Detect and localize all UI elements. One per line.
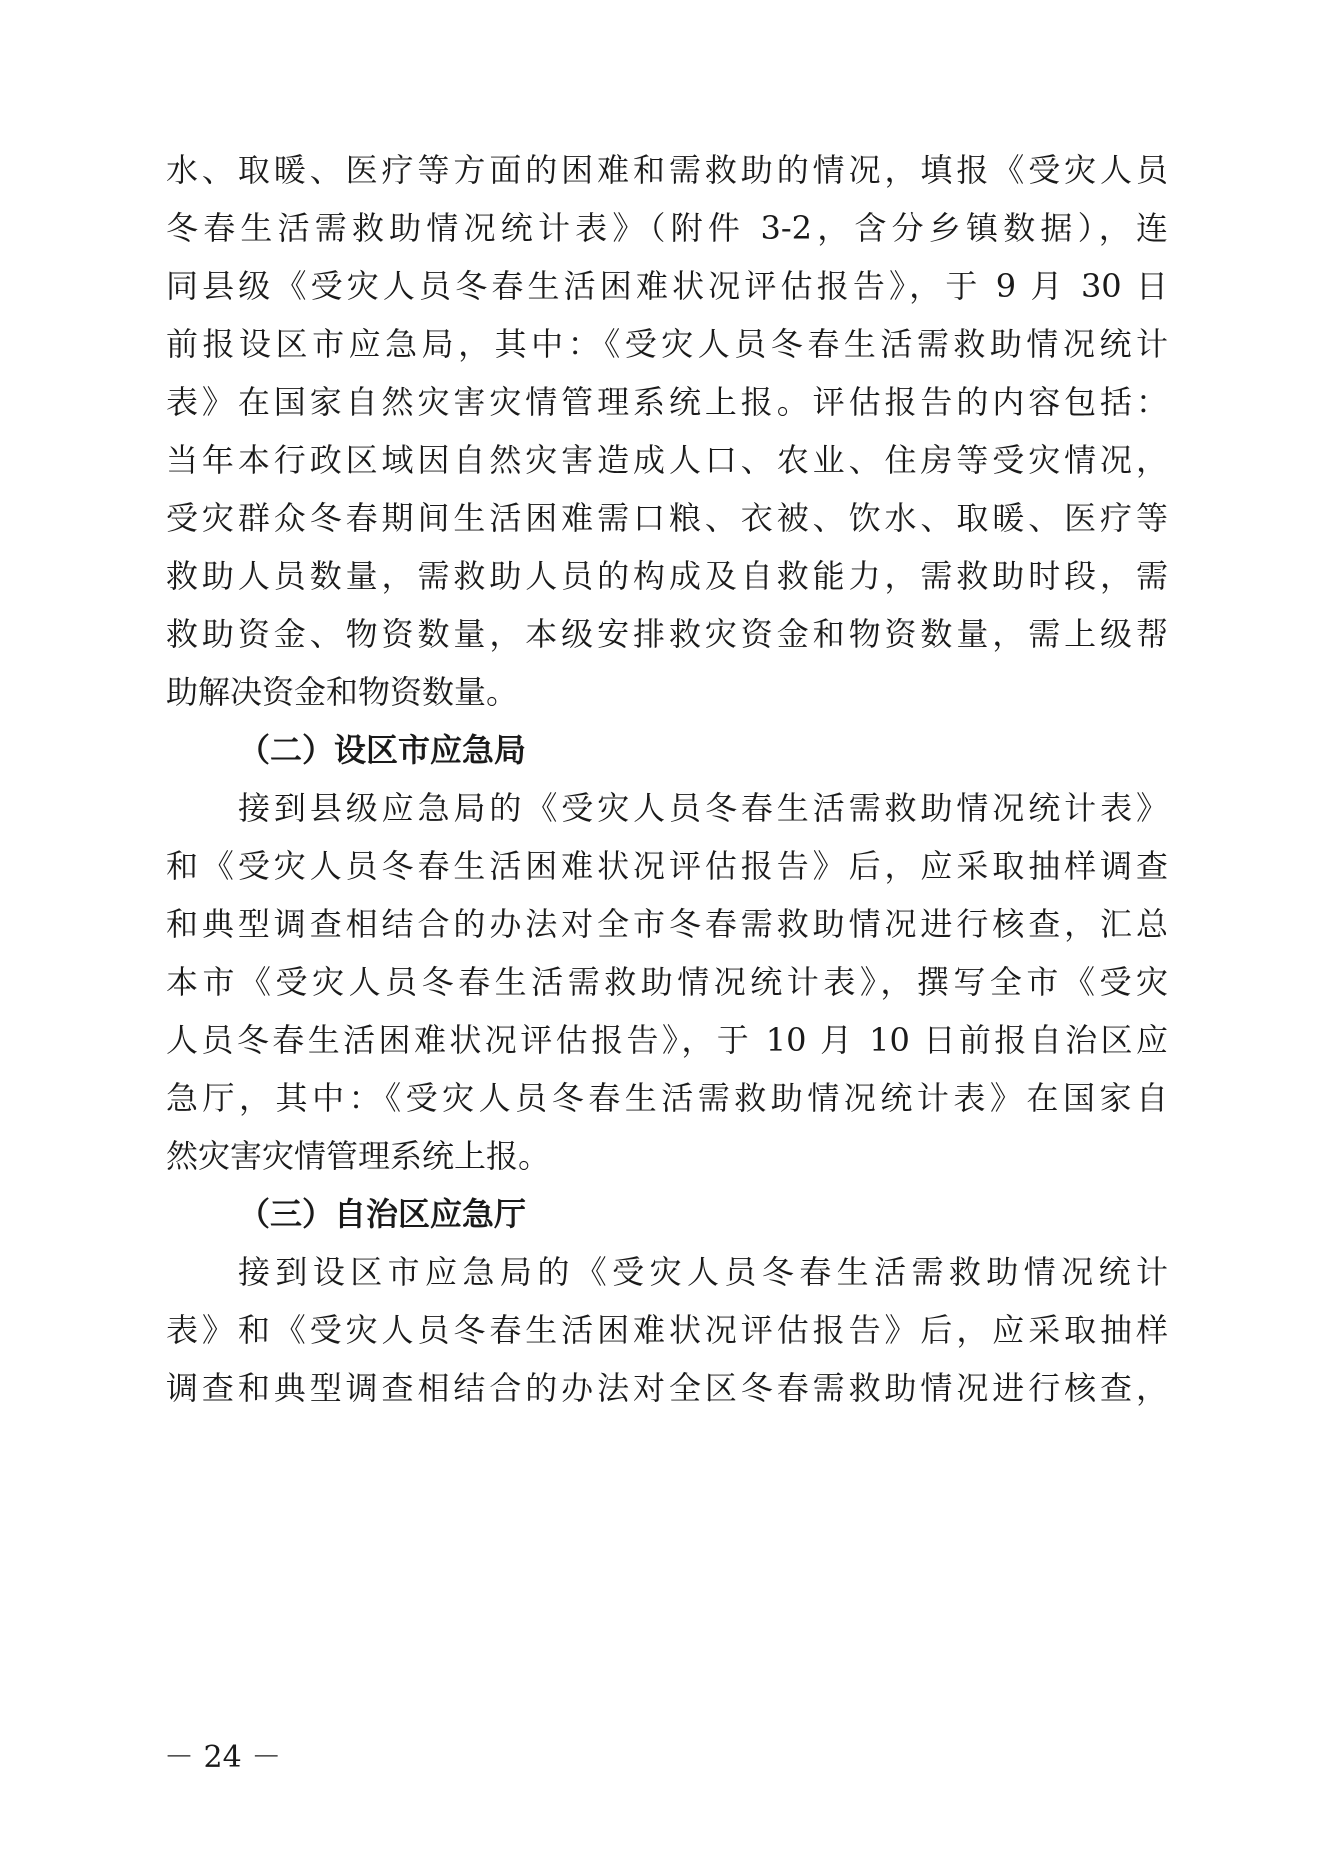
text-line: 同县级《受灾人员冬春生活困难状况评估报告》，于 9 月 30 日 bbox=[166, 267, 1168, 305]
text-line: 救助资金、物资数量，本级安排救灾资金和物资数量，需上级帮 bbox=[166, 615, 1168, 653]
text-line: 人员冬春生活困难状况评估报告》，于 10 月 10 日前报自治区应 bbox=[166, 1021, 1168, 1059]
text-line: 受灾群众冬春期间生活困难需口粮、衣被、饮水、取暖、医疗等 bbox=[166, 499, 1168, 537]
text-line: 调查和典型调查相结合的办法对全区冬春需救助情况进行核查， bbox=[166, 1369, 1168, 1407]
text-line: 当年本行政区域因自然灾害造成人口、农业、住房等受灾情况， bbox=[166, 441, 1168, 479]
text-line: 救助人员数量，需救助人员的构成及自救能力，需救助时段，需 bbox=[166, 557, 1168, 595]
text-line: 急厅，其中：《受灾人员冬春生活需救助情况统计表》在国家自 bbox=[166, 1079, 1168, 1117]
text-line: 本市《受灾人员冬春生活需救助情况统计表》，撰写全市《受灾 bbox=[166, 963, 1168, 1001]
text-line: 冬春生活需救助情况统计表》（附件 3-2，含分乡镇数据），连 bbox=[166, 209, 1168, 247]
text-line: 表》和《受灾人员冬春生活困难状况评估报告》后，应采取抽样 bbox=[166, 1311, 1168, 1349]
text-line: 助解决资金和物资数量。 bbox=[166, 673, 519, 711]
text-line: 和典型调查相结合的办法对全市冬春需救助情况进行核查，汇总 bbox=[166, 905, 1168, 943]
text-line: 然灾害灾情管理系统上报。 bbox=[166, 1137, 551, 1175]
text-line: 和《受灾人员冬春生活困难状况评估报告》后，应采取抽样调查 bbox=[166, 847, 1168, 885]
text-line: 前报设区市应急局，其中：《受灾人员冬春生活需救助情况统计 bbox=[166, 325, 1168, 363]
text-line: 水、取暖、医疗等方面的困难和需救助的情况，填报《受灾人员 bbox=[166, 151, 1168, 189]
text-line: 接到设区市应急局的《受灾人员冬春生活需救助情况统计 bbox=[238, 1253, 1168, 1291]
section-heading: （二）设区市应急局 bbox=[238, 731, 527, 769]
text-line: 表》在国家自然灾害灾情管理系统上报。评估报告的内容包括： bbox=[166, 383, 1168, 421]
text-line: 接到县级应急局的《受灾人员冬春生活需救助情况统计表》 bbox=[238, 789, 1168, 827]
section-heading: （三）自治区应急厅 bbox=[238, 1195, 527, 1233]
page-number: － 24 － bbox=[164, 1740, 282, 1775]
